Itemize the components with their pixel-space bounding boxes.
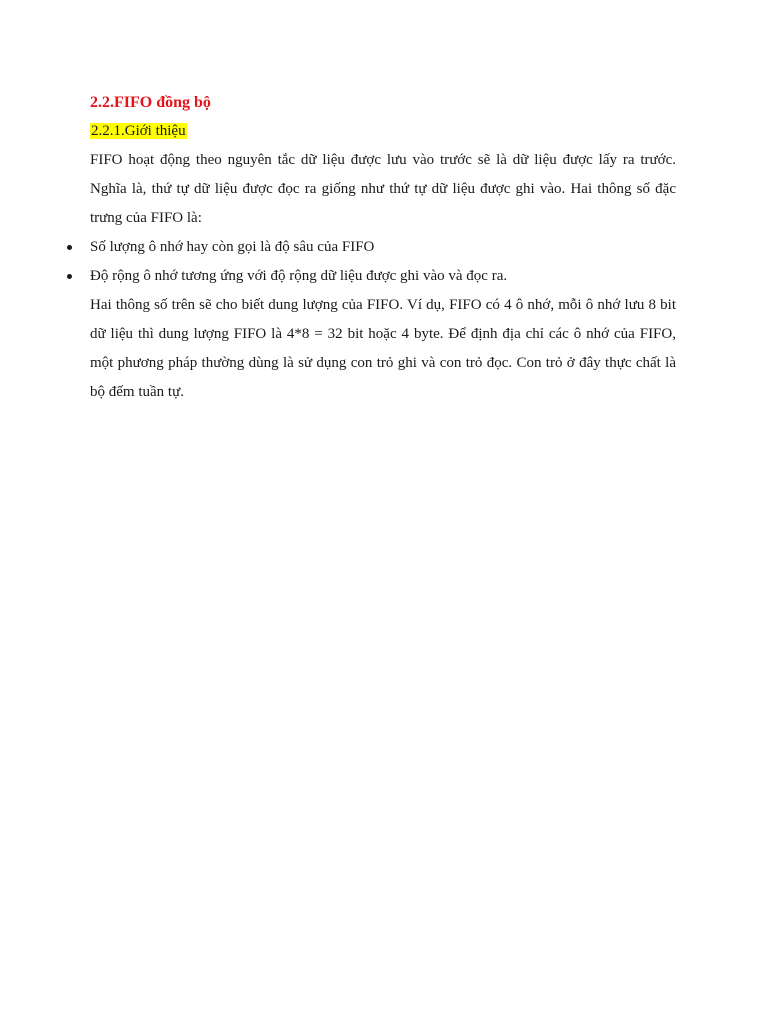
list-item (90, 262, 676, 291)
bullet-list (90, 233, 676, 291)
bullet-dot-icon (67, 245, 72, 250)
bullet-dot-icon (67, 274, 72, 279)
closing-paragraph: Hai thông số trên sẽ cho biết dung lượng của FIFO. Ví dụ, FIFO có 4 ô nhớ, mỗi ô nhớ lưu 8 bit dữ liệu thì dung lượng FIFO là 4*8 = 32 bit hoặc 4 byte. Để định địa chỉ các ô nhớ của FIFO, một phương pháp thường dùng là sử dụng con trỏ ghi và con trỏ đọc. Con trỏ ở đây thực chất là bộ đếm tuần tự. (90, 297, 676, 400)
document-page (90, 90, 676, 407)
highlighted-subsection-title: 2.2.1.Giới thiệu (91, 123, 186, 139)
subsection-heading (90, 118, 676, 144)
list-item-text: Độ rộng ô nhớ tương ứng với độ rộng dữ liệu được ghi vào và đọc ra. (90, 268, 508, 284)
intro-paragraph: FIFO hoạt động theo nguyên tắc dữ liệu được lưu vào trước sẽ là dữ liệu được lấy ra trước. Nghĩa là, thứ tự dữ liệu được đọc ra giống như thứ tự dữ liệu được ghi vào. Hai thông số đặc trưng của FIFO là: (90, 152, 676, 226)
list-item (90, 233, 676, 262)
list-item-text: Số lượng ô nhớ hay còn gọi là độ sâu của FIFO (90, 239, 375, 255)
section-heading: 2.2.FIFO đồng bộ (90, 94, 211, 111)
